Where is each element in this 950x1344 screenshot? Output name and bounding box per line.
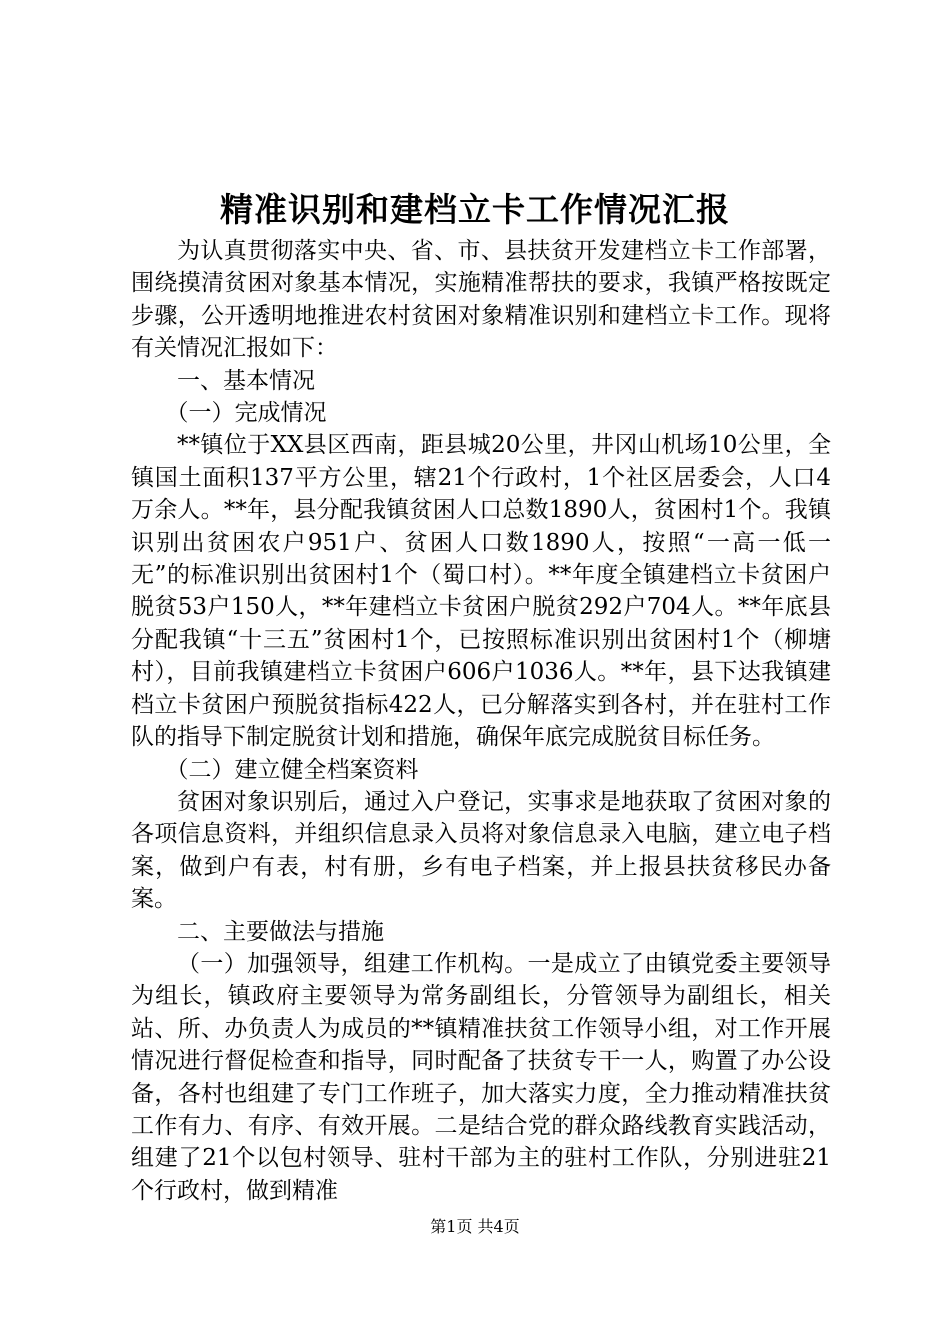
section-1-1-heading: （一）完成情况 [165,400,327,427]
page-number: 第1页 共4页 [430,1217,520,1236]
section-1-2-heading: （二）建立健全档案资料 [165,756,419,783]
section-1-2-paragraph: 贫困对象识别后，通过入户登记，实事求是地获取了贫困对象的各项信息资料，并组织信息录入员将对象信息录入电脑，建立电子档案，做到户有表，村有册，乡有电子档案，并上报县扶贫移民办备案。 [131,788,831,913]
section-2-heading: 二、主要做法与措施 [177,918,384,945]
section-1-1-paragraph: **镇位于XX县区西南，距县城20公里，井冈山机场10公里，全镇国土面积137平方公里，辖21个行政村，1个社区居委会，人口4万余人。**年，县分配我镇贫困人口总数1890人，贫困村1个。我镇识别出贫困农户951户、贫困人口数1890人，按照“一高一低一无”的标准识别出贫困村1个（蜀口村）。**年度全镇建档立卡贫困户脱贫53户150人，**年建档立卡贫困户脱贫292户704人。**年底县分配我镇“十三五”贫困村1个，已按照标准识别出贫困村1个（柳塘村），目前我镇建档立卡贫困户606户1036人。**年，县下达我镇建档立卡贫困户预脱贫指标422人，已分解落实到各村，并在驻村工作队的指导下制定脱贫计划和措施，确保年底完成脱贫目标任务。 [131,432,831,751]
section-2-paragraph: （一）加强领导，组建工作机构。一是成立了由镇党委主要领导为组长，镇政府主要领导为常务副组长，分管领导为副组长，相关站、所、办负责人为成员的**镇精准扶贫工作领导小组，对工作开展情况进行督促检查和指导，同时配备了扶贫专干一人，购置了办公设备，各村也组建了专门工作班子，加大落实力度，全力推动精准扶贫工作有力、有序、有效开展。二是结合党的群众路线教育实践活动，组建了21个以包村领导、驻村干部为主的驻村工作队，分别进驻21个行政村，做到精准 [131,950,831,1204]
document-body [131,235,831,1207]
section-1-heading: 一、基本情况 [177,367,315,394]
document-title: 精准识别和建档立卡工作情况汇报 [220,190,730,229]
intro-paragraph: 为认真贯彻落实中央、省、市、县扶贫开发建档立卡工作部署，围绕摸清贫困对象基本情况，实施精准帮扶的要求，我镇严格按既定步骤，公开透明地推进农村贫困对象精准识别和建档立卡工作。现将有关情况汇报如下： [131,238,831,362]
